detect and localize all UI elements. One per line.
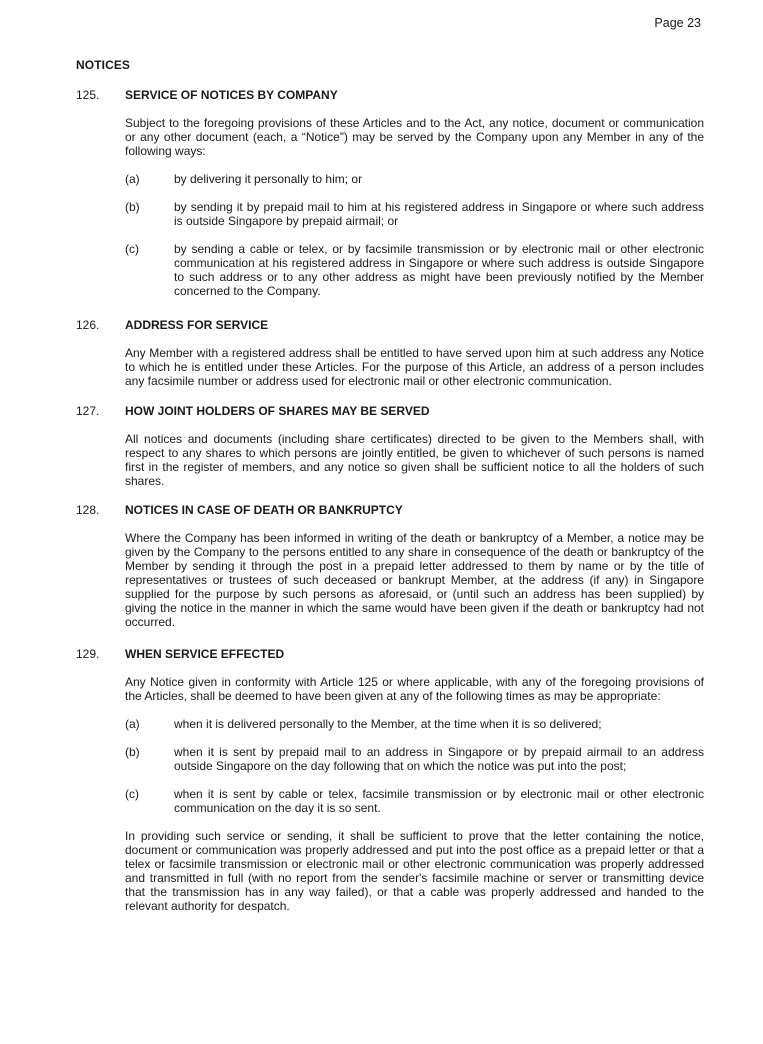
section-body: All notices and documents (including share certificates) directed to be given to the Members shall, with respect to any shares to which persons are jointly entitled, be given to whichever of such persons is named first in the register of members, and any notice so given shall be sufficient notice to all the holders of such shares. (125, 432, 704, 488)
list-item-text: by sending a cable or telex, or by facsimile transmission or by electronic mail or other electronic communication at his registered address in Singapore or where such address is outside Singapore to such address or to any other address as might have been previously notified by the Member concerned to the Company. (174, 242, 704, 298)
list-item-text: by sending it by prepaid mail to him at his registered address in Singapore or where such address is outside Singapore by prepaid airmail; or (174, 200, 704, 228)
page-number: Page 23 (654, 16, 701, 30)
list-item-label: (a) (125, 172, 140, 186)
list-item-label: (a) (125, 717, 140, 731)
section-128 (76, 503, 704, 629)
list-item (125, 717, 704, 731)
section-number: 127. (76, 404, 100, 418)
list-item-label: (c) (125, 242, 139, 256)
list-item-text: when it is sent by prepaid mail to an address in Singapore or by prepaid airmail to an address outside Singapore on the day following that on which the notice was put into the post; (174, 745, 704, 773)
list-item (125, 242, 704, 298)
section-126 (76, 318, 704, 388)
section-number: 125. (76, 88, 100, 102)
section-heading (76, 318, 704, 332)
section-heading (76, 647, 704, 661)
list-item-text: when it is sent by cable or telex, facsimile transmission or by electronic mail or other electronic communication on the day it is so sent. (174, 787, 704, 815)
section-title: SERVICE OF NOTICES BY COMPANY (125, 88, 338, 102)
list-item-label: (b) (125, 200, 140, 214)
section-number: 128. (76, 503, 100, 517)
section-body: Any Member with a registered address shall be entitled to have served upon him at such address any Notice to which he is entitled under these Articles. For the purpose of this Article, an address of a person includes any facsimile number or address used for electronic mail or other electronic communication. (125, 346, 704, 388)
section-number: 126. (76, 318, 100, 332)
section-title: WHEN SERVICE EFFECTED (125, 647, 285, 661)
section-heading (76, 503, 704, 517)
section-intro: Subject to the foregoing provisions of these Articles and to the Act, any notice, document or communication or any other document (each, a “Notice”) may be served by the Company upon any Member in any of the following ways: (125, 116, 704, 158)
section-heading (76, 404, 704, 418)
section-title: ADDRESS FOR SERVICE (125, 318, 269, 332)
section-closing: In providing such service or sending, it shall be sufficient to prove that the letter containing the notice, document or communication was properly addressed and put into the post office as a prepaid letter or that a telex or facsimile transmission or electronic mail or other electronic communication was properly addressed and transmitted in full (with no report from the sender's facsimile machine or server or transmitting device that the transmission has in any way failed), or that a cable was properly addressed and handed to the relevant authority for despatch. (125, 829, 704, 913)
section-number: 129. (76, 647, 100, 661)
list-item-label: (b) (125, 745, 140, 759)
list-item (125, 745, 704, 773)
list-item-text: by delivering it personally to him; or (174, 172, 363, 186)
page-title: NOTICES (76, 58, 131, 72)
section-intro: Any Notice given in conformity with Article 125 or where applicable, with any of the foregoing provisions of the Articles, shall be deemed to have been given at any of the following times as may be appropriate: (125, 675, 704, 703)
section-125 (76, 88, 704, 298)
section-title: HOW JOINT HOLDERS OF SHARES MAY BE SERVED (125, 404, 430, 418)
section-title: NOTICES IN CASE OF DEATH OR BANKRUPTCY (125, 503, 403, 517)
section-body: Where the Company has been informed in writing of the death or bankruptcy of a Member, a notice may be given by the Company to the persons entitled to any share in consequence of the death or bankruptcy of the Member by sending it through the post in a prepaid letter addressed to them by name or by the title of representatives or trustees of such deceased or bankrupt Member, at the address (if any) in Singapore supplied for the purpose by such persons as aforesaid, or (until such an address has been supplied) by giving the notice in the manner in which the same would have been given if the death or bankruptcy had not occurred. (125, 531, 704, 629)
list-item (125, 172, 704, 186)
section-127 (76, 404, 704, 488)
list-item-label: (c) (125, 787, 139, 801)
list-item-text: when it is delivered personally to the Member, at the time when it is so delivered; (174, 717, 602, 731)
section-129 (76, 647, 704, 913)
section-heading (76, 88, 704, 102)
list-item (125, 787, 704, 815)
list-item (125, 200, 704, 228)
